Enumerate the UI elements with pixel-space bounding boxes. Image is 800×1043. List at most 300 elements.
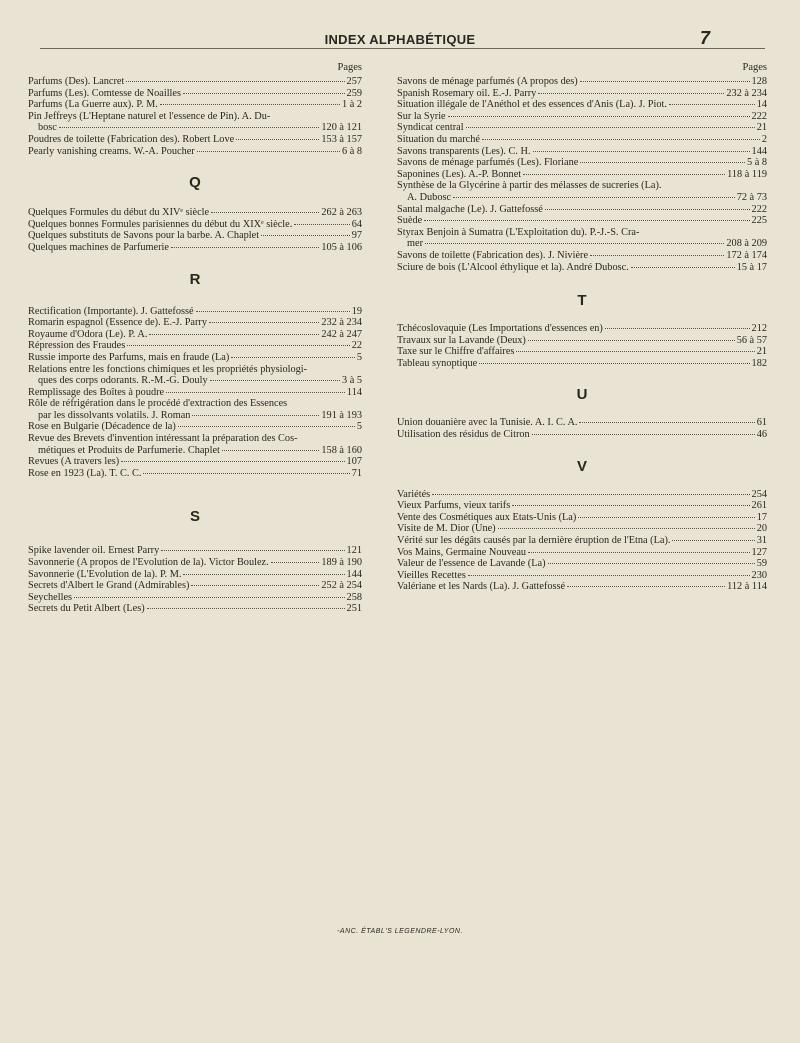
entry-pages: 20 (756, 523, 767, 535)
entry-line (397, 88, 767, 100)
index-entry (397, 99, 767, 111)
index-entry (28, 387, 362, 399)
index-entry (28, 557, 362, 569)
index-entry (397, 417, 767, 429)
entry-line (28, 445, 362, 457)
leader-dots (580, 162, 745, 163)
entry-pages: 17 (756, 511, 767, 523)
index-entry (397, 346, 767, 358)
leader-dots (222, 450, 320, 451)
entry-pages: 72 à 73 (736, 191, 767, 203)
entry-pages: 242 à 247 (321, 328, 362, 340)
leader-dots (432, 494, 749, 495)
entry-pages: 144 (751, 145, 767, 157)
index-entry (28, 580, 362, 592)
section-letter: V (576, 457, 587, 475)
entry-line (397, 122, 767, 134)
entry-text: Tableau synoptique (397, 357, 478, 369)
entry-text: mer (407, 238, 424, 250)
entry-pages: 15 à 17 (736, 261, 767, 273)
entry-line (28, 329, 362, 341)
leader-dots (160, 104, 340, 105)
entry-line (28, 545, 362, 557)
entry-pages: 46 (756, 429, 767, 441)
section-letter: U (576, 386, 588, 404)
leader-dots (605, 328, 750, 329)
entry-text: Quelques Formules du début du XIVᵉ siècle (28, 207, 210, 219)
index-entry (28, 111, 362, 134)
entry-text: Rectification (Importante). J. Gattefossé (28, 305, 194, 317)
leader-dots (210, 380, 340, 381)
leader-dots (261, 235, 350, 236)
pages-heading: Pages (337, 62, 362, 73)
index-entry (28, 88, 362, 100)
page-number: 7 (700, 28, 711, 48)
entry-pages: 105 à 106 (321, 241, 362, 253)
index-entry (397, 489, 767, 501)
entry-text: Vérité sur les dégâts causés par la dernière éruption de l'Etna (La). (397, 535, 671, 547)
entry-line (28, 242, 362, 254)
entry-line (28, 410, 362, 422)
entry-line (28, 340, 362, 352)
entry-text: Tchécoslovaquie (Les Importations d'essences en) (397, 323, 603, 335)
index-entry (397, 76, 767, 88)
entry-text: Romarin espagnol (Essence de). E.-J. Parry (28, 317, 207, 329)
entry-text: Valériane et les Nards (La). J. Gattefossé (397, 581, 566, 593)
entry-pages: 3 à 5 (341, 375, 362, 387)
entry-line (397, 570, 767, 582)
entry-text: Revue des Brevets d'invention intéressant la préparation des Cos- (28, 433, 298, 445)
entry-text: Pearly vanishing creams. W.-A. Poucher (28, 145, 195, 157)
entry-text: Vieilles Recettes (397, 569, 466, 581)
entry-text: Seychelles (28, 591, 73, 603)
leader-dots (523, 174, 725, 175)
entry-pages: 64 (351, 218, 362, 230)
entry-text: Relations entre les fonctions chimiques et les propriétés physiologi- (28, 363, 308, 375)
entry-text: bosc (38, 122, 57, 134)
entry-pages: 19 (351, 305, 362, 317)
entry-line (397, 146, 767, 158)
entry-pages: 114 (346, 386, 362, 398)
index-entry (28, 207, 362, 219)
index-entry (28, 99, 362, 111)
index-entry (397, 535, 767, 547)
entry-text: Savonnerie (A propos de l'Evolution de la). Victor Boulez. (28, 557, 269, 569)
entry-text: métiques et Produits de Parfumerie. Chaplet (38, 444, 220, 456)
leader-dots (545, 209, 750, 210)
index-entry (28, 76, 362, 88)
printer-imprint: -ANC. ÉTABL'S LEGENDRE-LYON. (337, 928, 463, 935)
entry-line (397, 238, 767, 250)
entry-text: Savons de toilette (Fabrication des). J. Nivière (397, 249, 589, 261)
entry-line (397, 134, 767, 146)
index-entry (397, 88, 767, 100)
entry-line (397, 358, 767, 370)
entry-line (28, 592, 362, 604)
leader-dots (567, 586, 725, 587)
entry-pages: 107 (346, 456, 362, 468)
entry-line (28, 580, 362, 592)
entry-pages: 22 (351, 340, 362, 352)
index-entry (397, 180, 767, 203)
entry-text: Parfums (Les). Comtesse de Noailles (28, 87, 181, 99)
leader-dots (538, 93, 724, 94)
index-entry (397, 111, 767, 123)
index-entry (28, 569, 362, 581)
index-entry (28, 364, 362, 387)
entry-text: Parfums (Des). Lancret (28, 76, 125, 87)
entry-pages: 59 (756, 558, 767, 570)
entry-line (397, 250, 767, 262)
index-entry (397, 500, 767, 512)
index-entry (397, 429, 767, 441)
leader-dots (528, 552, 749, 553)
entry-pages: 158 à 160 (321, 444, 362, 456)
leader-dots (166, 392, 345, 393)
entry-line (28, 557, 362, 569)
entry-text: Synthèse de la Glycérine à partir des mélasses de sucreries (La). (397, 180, 662, 192)
entry-pages: 222 (751, 203, 767, 215)
leader-dots (211, 212, 319, 213)
index-entry (397, 523, 767, 535)
entry-text: par les dissolvants volatils. J. Roman (38, 409, 191, 421)
leader-dots (126, 81, 344, 82)
leader-dots (183, 574, 344, 575)
index-entry (397, 227, 767, 250)
leader-dots (672, 540, 754, 541)
entry-text: Santal malgache (Le). J. Gattefossé (397, 203, 543, 215)
entry-line (397, 215, 767, 227)
entry-pages: 172 à 174 (726, 249, 767, 261)
entry-pages: 2 (761, 133, 767, 145)
index-entry (397, 157, 767, 169)
entry-pages: 5 (356, 421, 362, 433)
page-title: INDEX ALPHABÉTIQUE (324, 32, 476, 47)
index-entry (397, 169, 767, 181)
entry-line (397, 335, 767, 347)
leader-dots (183, 93, 345, 94)
index-entry (28, 352, 362, 364)
leader-dots (466, 127, 755, 128)
entry-pages: 230 (751, 569, 767, 581)
entry-text: Styrax Benjoin à Sumatra (L'Exploitation du). P.-J.-S. Cra- (397, 226, 640, 238)
leader-dots (453, 197, 735, 198)
entry-line (397, 558, 767, 570)
leader-dots (528, 340, 735, 341)
index-entry (397, 204, 767, 216)
header-rule (40, 48, 765, 49)
entry-pages: 6 à 8 (341, 145, 362, 157)
index-entry (397, 134, 767, 146)
index-entry (28, 329, 362, 341)
entry-line (28, 317, 362, 329)
left-column-content (28, 76, 362, 615)
leader-dots (468, 575, 750, 576)
index-entry (28, 468, 362, 480)
index-entry (397, 215, 767, 227)
entry-line (28, 352, 362, 364)
entry-line (397, 581, 767, 593)
entry-text: Sur la Syrie (397, 110, 446, 122)
entry-text: Sciure de bois (L'Alcool éthylique et la). André Dubosc. (397, 261, 629, 273)
leader-dots (294, 224, 349, 225)
entry-text: Revues (A travers les) (28, 456, 120, 468)
entry-text: Secrets du Petit Albert (Les) (28, 603, 145, 615)
entry-pages: 212 (751, 323, 767, 335)
entry-pages: 56 à 57 (736, 334, 767, 346)
entry-line (397, 323, 767, 335)
leader-dots (579, 422, 754, 423)
leader-dots (191, 585, 319, 586)
entry-line (397, 76, 767, 88)
entry-pages: 251 (346, 603, 362, 615)
entry-line (397, 99, 767, 111)
leader-dots (516, 351, 754, 352)
entry-line (28, 603, 362, 615)
entry-pages: 1 à 2 (341, 99, 362, 111)
section-letter: R (189, 270, 201, 288)
leader-dots (669, 104, 755, 105)
right-column (397, 60, 767, 593)
leader-dots (121, 461, 344, 462)
index-entry (28, 545, 362, 557)
entry-line (28, 122, 362, 134)
index-entry (28, 242, 362, 254)
entry-pages: 120 à 121 (321, 122, 362, 134)
entry-line (397, 535, 767, 547)
leader-dots (425, 243, 724, 244)
index-entry (28, 134, 362, 146)
entry-text: Quelques substituts de Savons pour la barbe. A. Chaplet (28, 230, 260, 242)
leader-dots (512, 505, 749, 506)
entry-line (28, 76, 362, 88)
entry-line (28, 306, 362, 318)
entry-text: Répression des Fraudes (28, 340, 126, 352)
entry-line (28, 421, 362, 433)
entry-text: Pin Jeffreys (L'Heptane naturel et l'essence de Pin). A. Du- (28, 110, 271, 122)
leader-dots (143, 473, 349, 474)
entry-pages: 14 (756, 99, 767, 111)
leader-dots (482, 139, 760, 140)
index-entry (397, 335, 767, 347)
entry-text: Situation du marché (397, 133, 480, 145)
entry-text: Syndicat central (397, 122, 464, 134)
entry-line (28, 134, 362, 146)
leader-dots (271, 562, 320, 563)
entry-pages: 232 à 234 (726, 87, 767, 99)
index-entry (28, 433, 362, 456)
entry-line (397, 500, 767, 512)
index-entry (397, 146, 767, 158)
entry-text: Spike lavender oil. Ernest Parry (28, 545, 160, 557)
entry-line (397, 157, 767, 169)
leader-dots (171, 247, 319, 248)
leader-dots (59, 127, 320, 128)
page-header (0, 26, 800, 56)
entry-line (397, 512, 767, 524)
entry-pages: 225 (751, 215, 767, 227)
entry-text: Visite de M. Dior (Une) (397, 523, 496, 535)
entry-text: Variétés (397, 488, 431, 500)
leader-dots (590, 255, 724, 256)
leader-dots (209, 322, 319, 323)
entry-text: Quelques machines de Parfumerie (28, 241, 169, 253)
entry-text: Parfums (La Guerre aux). P. M. (28, 99, 158, 111)
entry-line (397, 262, 767, 274)
leader-dots (533, 151, 750, 152)
leader-dots (548, 563, 755, 564)
entry-pages: 257 (346, 76, 362, 87)
entry-text: Rôle de réfrigération dans le procédé d'extraction des Essences (28, 398, 288, 410)
index-entry (397, 358, 767, 370)
index-entry (397, 262, 767, 274)
left-column (28, 60, 362, 615)
entry-text: Vieux Parfums, vieux tarifs (397, 500, 511, 512)
entry-pages: 182 (751, 357, 767, 369)
entry-line (397, 111, 767, 123)
entry-line (28, 219, 362, 231)
entry-pages: 232 à 234 (321, 317, 362, 329)
entry-pages: 252 à 254 (321, 580, 362, 592)
right-column-content (397, 76, 767, 593)
entry-pages: 254 (751, 488, 767, 500)
index-entry (397, 512, 767, 524)
entry-line (28, 387, 362, 399)
leader-dots (161, 550, 344, 551)
leader-dots (149, 334, 319, 335)
leader-dots (147, 608, 345, 609)
entry-pages: 121 (346, 545, 362, 557)
pages-heading: Pages (742, 62, 767, 73)
entry-text: Poudres de toilette (Fabrication des). Robert Love (28, 133, 235, 145)
entry-line (397, 523, 767, 535)
entry-line (397, 417, 767, 429)
entry-text: Remplissage des Boîtes à poudre (28, 386, 165, 398)
leader-dots (231, 357, 355, 358)
entry-text: Vos Mains, Germaine Nouveau (397, 546, 527, 558)
entry-pages: 261 (751, 500, 767, 512)
index-entry (397, 122, 767, 134)
entry-pages: 112 à 114 (727, 581, 767, 593)
leader-dots (74, 597, 345, 598)
entry-text: Savons de ménage parfumés (A propos des) (397, 76, 578, 87)
entry-pages: 21 (756, 346, 767, 358)
entry-line (28, 468, 362, 480)
entry-text: Savonnerie (L'Evolution de la). P. M. (28, 568, 182, 580)
leader-dots (424, 220, 749, 221)
entry-text: Royaume d'Odora (Le). P. A. (28, 328, 148, 340)
entry-text: Russie importe des Parfums, mais en fraude (La) (28, 351, 230, 363)
entry-line (28, 230, 362, 242)
leader-dots (236, 139, 319, 140)
entry-text: Travaux sur la Lavande (Deux) (397, 334, 526, 346)
index-entry (397, 570, 767, 582)
entry-text: Secrets d'Albert le Grand (Admirables) (28, 580, 190, 592)
index-entry (28, 306, 362, 318)
entry-text: Taxe sur le Chiffre d'affaires (397, 346, 515, 358)
entry-line (397, 346, 767, 358)
leader-dots (448, 116, 750, 117)
leader-dots (578, 517, 754, 518)
leader-dots (127, 345, 349, 346)
entry-text: A. Dubosc (407, 191, 452, 203)
entry-line (397, 489, 767, 501)
entry-text: Valeur de l'essence de Lavande (La) (397, 558, 546, 570)
entry-pages: 259 (346, 87, 362, 99)
leader-dots (178, 426, 355, 427)
entry-line (28, 88, 362, 100)
entry-pages: 128 (751, 76, 767, 87)
entry-line (397, 192, 767, 204)
index-entry (28, 421, 362, 433)
entry-pages: 97 (351, 230, 362, 242)
entry-line (28, 99, 362, 111)
entry-line (397, 547, 767, 559)
entry-text: Utilisation des résidus de Citron (397, 429, 530, 441)
entry-line (397, 169, 767, 181)
entry-text: Saponines (Les). A.-P. Bonnet (397, 168, 522, 180)
entry-pages: 127 (751, 546, 767, 558)
entry-text: Union douanière avec la Tunisie. A. I. C. A. (397, 417, 578, 429)
entry-pages: 31 (756, 535, 767, 547)
index-entry (28, 340, 362, 352)
index-entry (28, 592, 362, 604)
entry-pages: 5 à 8 (746, 157, 767, 169)
entry-line (28, 146, 362, 158)
entry-text: Vente des Cosmétiques aux Etats-Unis (La) (397, 511, 577, 523)
leader-dots (498, 528, 755, 529)
leader-dots (192, 415, 319, 416)
leader-dots (196, 311, 350, 312)
leader-dots (631, 267, 735, 268)
entry-pages: 222 (751, 110, 767, 122)
index-entry (28, 317, 362, 329)
index-entry (397, 323, 767, 335)
entry-text: Situation illégale de l'Anéthol et des essences d'Anis (La). J. Piot. (397, 99, 667, 111)
entry-text: ques des corps odorants. R.-M.-G. Douly (38, 375, 208, 387)
section-letter: T (577, 292, 587, 310)
index-entry (28, 219, 362, 231)
section-letter: S (189, 508, 200, 526)
entry-line (28, 375, 362, 387)
entry-pages: 189 à 190 (321, 557, 362, 569)
index-entry (28, 603, 362, 615)
entry-text: Savons de ménage parfumés (Les). Floriane (397, 157, 579, 169)
entry-text: Spanish Rosemary oil. E.-J. Parry (397, 87, 537, 99)
index-entry (28, 230, 362, 242)
entry-pages: 191 à 193 (321, 409, 362, 421)
entry-pages: 118 à 119 (727, 168, 767, 180)
entry-text: Rose en Bulgarie (Décadence de la) (28, 421, 176, 433)
index-entry (28, 398, 362, 421)
index-entry (397, 547, 767, 559)
entry-pages: 208 à 209 (726, 238, 767, 250)
entry-pages: 61 (756, 417, 767, 429)
entry-pages: 258 (346, 591, 362, 603)
index-entry (397, 581, 767, 593)
index-entry (397, 250, 767, 262)
entry-pages: 153 à 157 (321, 133, 362, 145)
index-entry (397, 558, 767, 570)
entry-text: Savons transparents (Les). C. H. (397, 145, 531, 157)
section-letter: Q (189, 174, 201, 192)
index-entry (28, 146, 362, 158)
entry-pages: 144 (346, 568, 362, 580)
entry-text: Rose en 1923 (La). T. C. C. (28, 467, 142, 479)
entry-text: Quelques bonnes Formules parisiennes du début du XIXᵉ siècle. (28, 218, 293, 230)
entry-line (397, 204, 767, 216)
leader-dots (479, 363, 749, 364)
